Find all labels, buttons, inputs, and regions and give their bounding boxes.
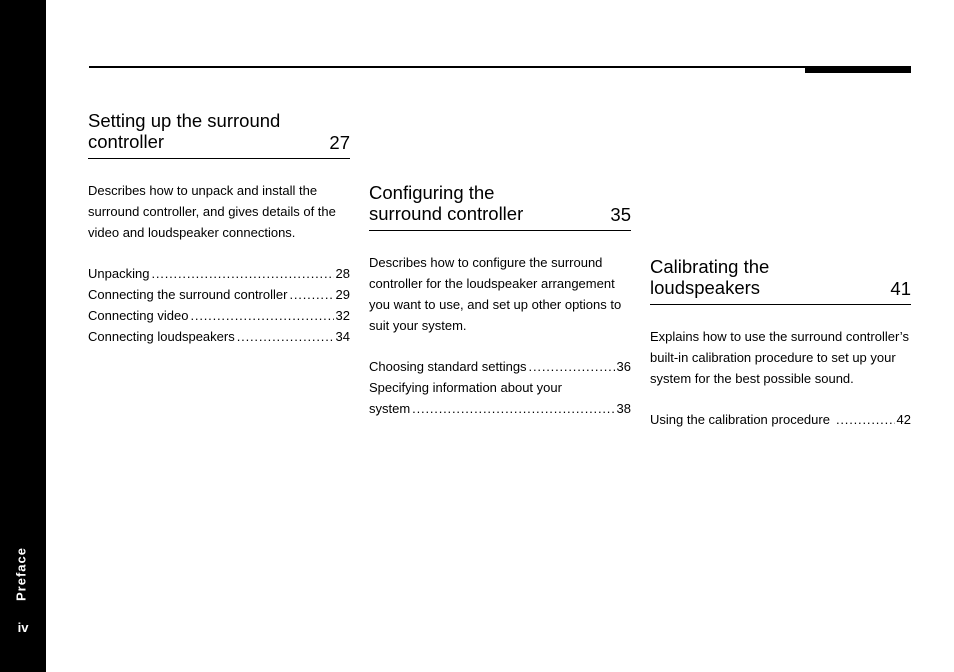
- toc-entry-multiline[interactable]: [369, 377, 631, 419]
- toc-entry-page: 42: [896, 412, 911, 427]
- toc-entry[interactable]: [88, 326, 350, 347]
- section-title: Configuring the surround controller: [369, 182, 524, 224]
- toc-entry[interactable]: [88, 284, 350, 305]
- section-heading: [88, 110, 350, 159]
- section-title: Calibrating the loudspeakers: [650, 256, 770, 298]
- toc-entry-page: 32: [335, 308, 350, 323]
- section-description: Describes how to unpack and install the surround controller, and gives details of the video and loudspeaker connections.: [88, 183, 336, 240]
- toc-entry-page: 29: [335, 287, 350, 302]
- toc-leader: [412, 398, 614, 419]
- section-page: 41: [890, 278, 911, 299]
- toc-leader: [529, 356, 615, 377]
- toc-entry[interactable]: [88, 305, 350, 326]
- toc-entry-page: 38: [616, 401, 631, 416]
- toc-entry-title-line2: system: [369, 401, 411, 416]
- toc-section-calibrating: [650, 256, 911, 430]
- toc-entry[interactable]: [88, 263, 350, 284]
- section-description: Describes how to configure the surround controller for the loudspeaker arrangement you want to use, and set up other options to suit your system.: [369, 255, 622, 333]
- toc-leader: [237, 326, 334, 347]
- toc-entry[interactable]: [369, 356, 631, 377]
- toc-list: [88, 263, 350, 347]
- toc-leader: [289, 284, 333, 305]
- section-title: Setting up the surround controller: [88, 110, 281, 152]
- toc-section-setting-up: [88, 110, 350, 347]
- toc-leader: [151, 263, 333, 284]
- toc-entry-title: Connecting the surround controller: [88, 287, 288, 302]
- toc-entry-title: Using the calibration procedure: [650, 412, 830, 427]
- header-rule: [89, 66, 911, 68]
- toc-list: [650, 409, 911, 430]
- section-page: 27: [329, 132, 350, 153]
- side-section-label: Preface: [13, 547, 29, 601]
- toc-entry-title: Connecting loudspeakers: [88, 329, 235, 344]
- page-number: iv: [17, 620, 29, 635]
- toc-entry-title: Connecting video: [88, 308, 189, 323]
- toc-entry-page: 34: [335, 329, 350, 344]
- section-description: Explains how to use the surround controller’s built-in calibration procedure to set up your system for the best possible sound.: [650, 329, 909, 386]
- toc-entry-title: Unpacking: [88, 266, 150, 281]
- toc-entry[interactable]: [650, 409, 911, 430]
- toc-entry-title-line1: Specifying information about your: [369, 380, 562, 395]
- toc-section-configuring: [369, 182, 631, 419]
- toc-entry-title: Choosing standard settings: [369, 359, 527, 374]
- toc-list: [369, 356, 631, 419]
- section-heading: [369, 182, 631, 231]
- toc-entry-page: 36: [616, 359, 631, 374]
- toc-leader: [190, 305, 333, 326]
- section-page: 35: [610, 204, 631, 225]
- toc-leader: [836, 409, 895, 430]
- section-heading: [650, 256, 911, 305]
- toc-entry-page: 28: [335, 266, 350, 281]
- header-rule-block: [805, 66, 911, 73]
- toc-entry-line2: [369, 398, 631, 419]
